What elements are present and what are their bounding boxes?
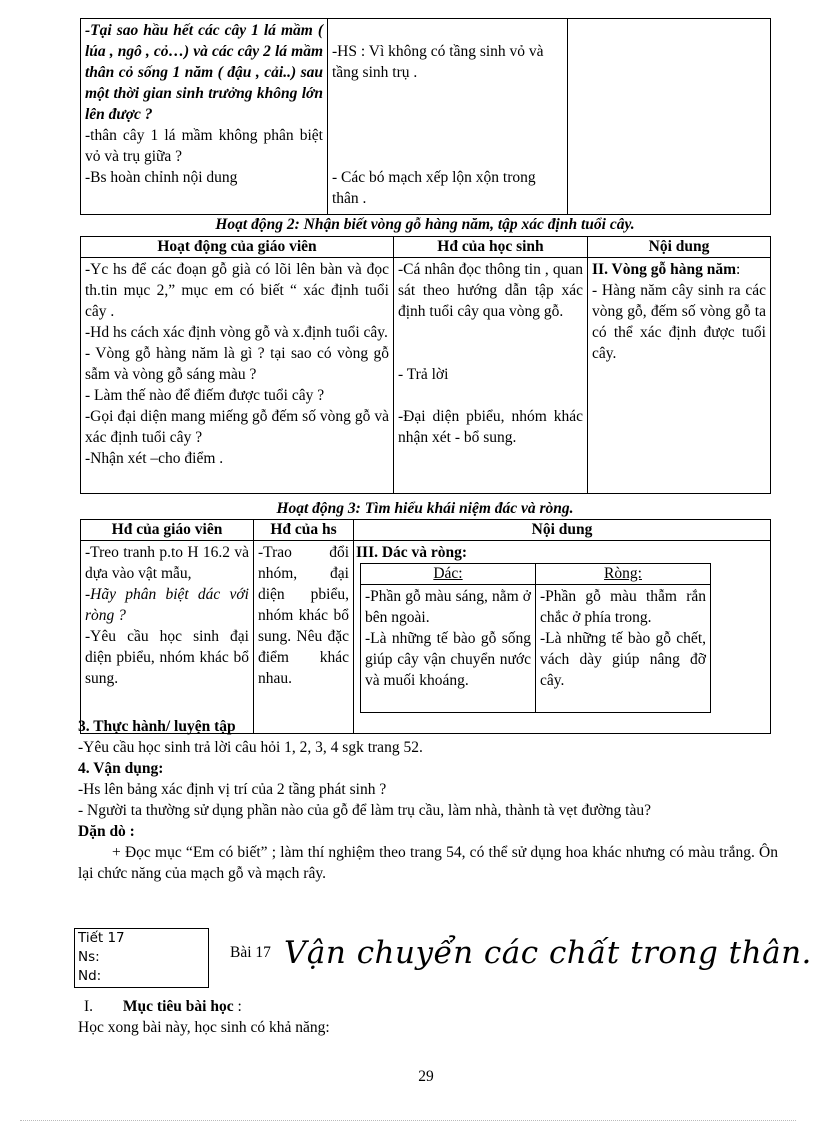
header-student: Hđ của hs — [254, 520, 354, 541]
dac-point: -Là những tế bào gỗ sống giúp cây vận chuyển nước và muối khoáng. — [365, 630, 531, 689]
rong-cell — [536, 585, 711, 713]
content-title: II. Vòng gỗ hàng năm — [592, 261, 736, 278]
question-text: -Tại sao hầu hết các cây 1 lá mầm ( lúa , ngô , cỏ…) và các cây 2 lá mầm thân cỏ sống 1 năm ( đậu , cải..) sau một thời gian sinh trưởng không lớn lên được ? — [85, 22, 323, 123]
answer-cell — [328, 19, 568, 215]
question-cell — [81, 19, 328, 215]
homework-title: Dặn dò : — [78, 823, 135, 840]
teacher-step: -Treo tranh p.to H 16.2 và dựa vào vật mẫu, — [85, 544, 249, 582]
header-content: Nội dung — [354, 520, 771, 541]
objective-heading: I. Mục tiêu bài học : — [84, 998, 242, 1015]
lesson-ns: Ns: — [78, 949, 100, 965]
student-step: -Cá nhân đọc thông tin , quan sát theo hướng dẫn tập xác định tuổi cây qua vòng gỗ. — [398, 261, 583, 320]
empty-cell — [568, 19, 771, 215]
apply-line: - Người ta thường sử dụng phần nào của gỗ để làm trụ cầu, làm nhà, thành tà vẹt đường tàu? — [78, 802, 651, 819]
objective-title: Mục tiêu bài học — [122, 998, 234, 1015]
lesson-label: Bài 17 — [230, 944, 271, 961]
dac-header: Dác: — [361, 564, 536, 585]
content-title: III. Dác và ròng: — [356, 544, 468, 561]
teacher-step: -Yêu cầu học sinh đại diện pbiểu, nhóm khác bổ sung. — [85, 628, 249, 687]
apply-title: 4. Vận dụng: — [78, 760, 164, 777]
rong-header: Ròng: — [536, 564, 711, 585]
activity2-heading: Hoạt động 2: Nhận biết vòng gỗ hàng năm, tập xác định tuổi cây. — [215, 216, 635, 233]
apply-line: -Hs lên bảng xác định vị trí của 2 tầng phát sinh ? — [78, 781, 387, 798]
teacher-step: -Hd hs cách xác định vòng gỗ và x.định tuổi cây. — [85, 324, 388, 341]
header-teacher: Hoạt động của giáo viên — [81, 237, 394, 258]
practice-section — [78, 716, 778, 884]
objective-intro: Học xong bài này, học sinh có khả năng: — [78, 1019, 330, 1036]
teacher-step: -Gọi đại diện mang miếng gỗ đếm số vòng gỗ và xác định tuổi cây ? — [85, 408, 389, 446]
student-step: -Trao đổi nhóm, đại diện pbiểu, nhóm khác bổ sung. Nêu đặc điểm khác nhau. — [258, 544, 349, 687]
content-cell — [354, 541, 771, 734]
answer-text-2: - Các bó mạch xếp lộn xộn trong thân . — [332, 169, 536, 207]
header-teacher: Hđ của giáo viên — [81, 520, 254, 541]
dac-point: -Phần gỗ màu sáng, nằm ở bên ngoài. — [365, 588, 531, 626]
dac-rong-table — [360, 563, 711, 713]
content-text: - Hàng năm cây sinh ra các vòng gỗ, đếm số vòng gỗ ta có thể xác định được tuổi cây. — [592, 282, 766, 362]
lesson-period: Tiết 17 — [78, 930, 125, 946]
student-step: - Trả lời — [398, 366, 449, 383]
content-cell: II. Vòng gỗ hàng năm: - Hàng năm cây sinh ra các vòng gỗ, đếm số vòng gỗ ta có thể xác định được tuổi cây. — [588, 258, 771, 494]
teacher-step: - Làm thế nào để điếm được tuổi cây ? — [85, 387, 325, 404]
lesson-title: Vận chuyển các chất trong thân. — [284, 935, 812, 971]
practice-title: 3. Thực hành/ luyện tập — [78, 718, 236, 735]
question-note: -thân cây 1 lá mầm không phân biệt vỏ và trụ giữa ? — [85, 127, 323, 165]
teacher-step: - Vòng gỗ hàng năm là gì ? tại sao có vòng gỗ sẫm và vòng gỗ sáng màu ? — [85, 345, 389, 383]
activity2-table — [80, 236, 771, 494]
rong-point: -Phần gỗ màu thẫm rắn chắc ở phía trong. — [540, 588, 706, 626]
rong-point: -Là những tế bào gỗ chết, vách dày giúp nâng đỡ cây. — [540, 630, 706, 689]
answer-text: -HS : Vì không có tầng sinh vỏ và tầng sinh trụ . — [332, 43, 544, 81]
teacher-step: -Nhận xét –cho điểm . — [85, 450, 224, 467]
practice-text: -Yêu cầu học sinh trả lời câu hỏi 1, 2, 3, 4 sgk trang 52. — [78, 739, 423, 756]
lesson-nd: Nd: — [78, 968, 102, 984]
header-student: Hđ của học sinh — [394, 237, 588, 258]
activity3-heading: Hoạt động 3: Tìm hiểu khái niệm đác và ròng. — [276, 500, 574, 517]
header-content: Nội dung — [588, 237, 771, 258]
student-step: -Đại diện pbiểu, nhóm khác nhận xét - bổ sung. — [398, 408, 583, 446]
teacher-step: -Yc hs để các đoạn gỗ già có lõi lên bàn và đọc th.tin mục 2,” mục em có biết “ xác định tuổi cây . — [85, 261, 389, 320]
teacher-activities — [81, 541, 254, 734]
completion-note: -Bs hoàn chỉnh nội dung — [85, 169, 238, 186]
page-number: 29 — [418, 1068, 434, 1085]
objective-number: I. — [84, 998, 94, 1015]
activity3-table — [80, 519, 771, 734]
dac-cell — [361, 585, 536, 713]
student-activities — [394, 258, 588, 494]
student-activities — [254, 541, 354, 734]
question-table — [80, 18, 771, 215]
lesson-info-box — [74, 928, 209, 988]
page-bottom-divider — [20, 1120, 796, 1121]
teacher-activities — [81, 258, 394, 494]
homework-text: + Đọc mục “Em có biết” ; làm thí nghiệm theo trang 54, có thể sử dụng hoa khác nhưng có màu trắng. Ôn lại chức năng của mạch gỗ và mạch rây. — [78, 844, 778, 882]
teacher-question: -Hãy phân biệt dác với ròng ? — [85, 586, 249, 624]
